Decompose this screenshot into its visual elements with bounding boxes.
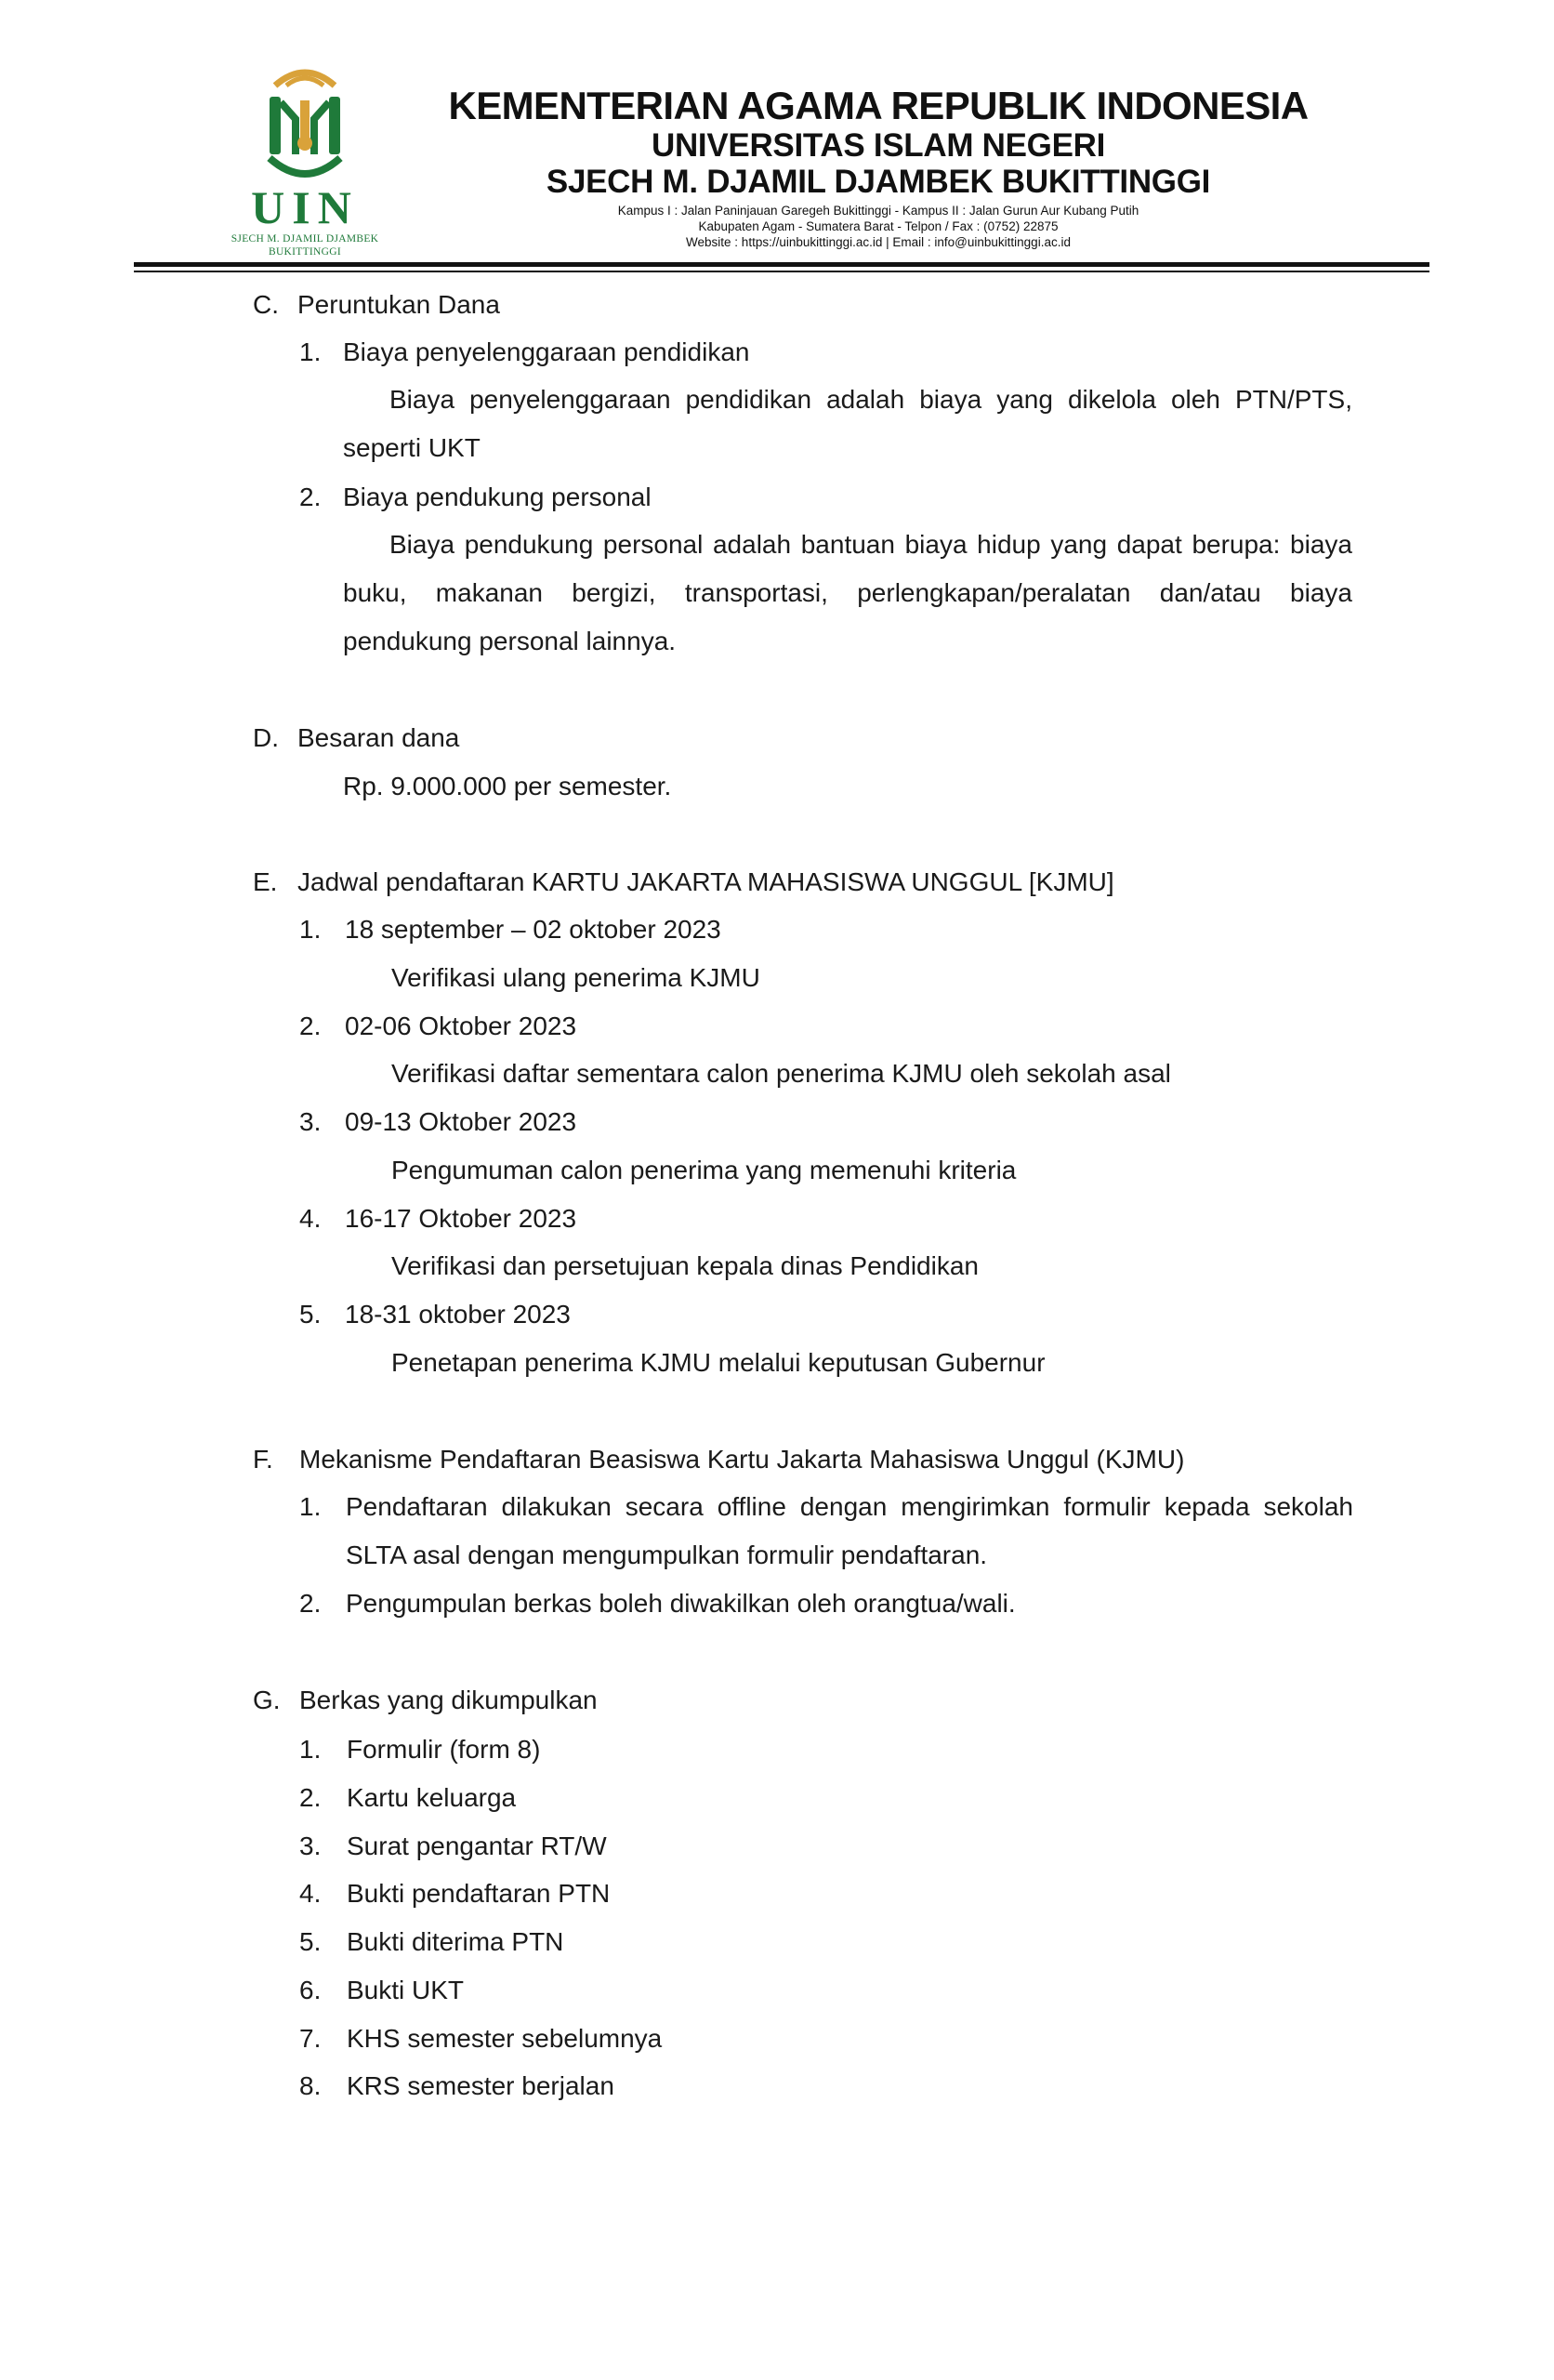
paragraph: Biaya penyelenggaraan pendidikan adalah biaya yang dikelola oleh PTN/PTS, seperti UKT <box>343 385 1352 462</box>
section-d-title: Besaran dana <box>297 723 460 752</box>
list-item: Kartu keluarga <box>347 1783 517 1812</box>
list-number: 1. <box>299 915 322 944</box>
list-number: 4. <box>299 1204 322 1233</box>
university-name: UNIVERSITAS ISLAM NEGERI <box>651 127 1106 164</box>
schedule-activity: Verifikasi daftar sementara calon penerima KJMU oleh sekolah asal <box>391 1059 1171 1088</box>
schedule-date: 16-17 Oktober 2023 <box>345 1204 577 1233</box>
schedule-date: 18-31 oktober 2023 <box>345 1300 571 1329</box>
list-number: 4. <box>299 1879 322 1908</box>
address-line-1: Kampus I : Jalan Paninjauan Garegeh Bukittinggi - Kampus II : Jalan Gurun Aur Kubang Putih <box>617 204 1139 218</box>
schedule-date: 02-06 Oktober 2023 <box>345 1012 577 1040</box>
letterhead-divider <box>134 262 1429 267</box>
list-item-text: Pendaftaran dilakukan secara offline dengan mengirimkan formulir kepada sekolah SLTA asal dengan mengumpulkan formulir pendaftaran. <box>346 1492 1353 1569</box>
list-number: 3. <box>299 1831 322 1860</box>
list-number: 2. <box>299 483 322 511</box>
list-item: Bukti pendaftaran PTN <box>347 1879 611 1908</box>
schedule-date: 18 september – 02 oktober 2023 <box>345 915 721 944</box>
ministry-name: KEMENTERIAN AGAMA REPUBLIK INDONESIA <box>448 84 1309 127</box>
logo-subtitle: SJECH M. DJAMIL DJAMBEK BUKITTINGGI <box>230 233 379 258</box>
university-name-full: SJECH M. DJAMIL DJAMBEK BUKITTINGGI <box>546 164 1211 200</box>
section-c-title: Peruntukan Dana <box>297 290 500 319</box>
contact-line: Website : https://uinbukittinggi.ac.id | Email : info@uinbukittinggi.ac.id <box>686 235 1071 249</box>
section-e-marker: E. <box>253 867 278 896</box>
list-item-title: Biaya penyelenggaraan pendidikan <box>343 337 750 366</box>
list-number: 5. <box>299 1300 322 1329</box>
schedule-activity: Verifikasi ulang penerima KJMU <box>391 963 760 992</box>
paragraph: Biaya pendukung personal adalah bantuan biaya hidup yang dapat berupa: biaya buku, makanan bergizi, transportasi, perlengkapan/peralatan dan/atau biaya pendukung personal lainnya. <box>343 530 1352 655</box>
list-number: 2. <box>299 1012 322 1040</box>
list-number: 1. <box>299 1492 322 1521</box>
list-number: 1. <box>299 1735 322 1764</box>
schedule-activity: Verifikasi dan persetujuan kepala dinas Pendidikan <box>391 1251 979 1280</box>
list-item: KRS semester berjalan <box>347 2071 614 2100</box>
university-logo <box>212 65 398 258</box>
uin-emblem-icon <box>257 65 353 188</box>
letterhead-divider-thin <box>134 271 1429 272</box>
logo-wordmark: UIN <box>251 181 359 233</box>
section-c-marker: C. <box>253 290 279 319</box>
list-item: Bukti UKT <box>347 1976 465 2004</box>
list-item: Bukti diterima PTN <box>347 1927 564 1956</box>
list-item-title: Biaya pendukung personal <box>343 483 652 511</box>
section-f-marker: F. <box>253 1445 273 1474</box>
letterhead-text <box>409 84 1348 250</box>
list-item: KHS semester sebelumnya <box>347 2024 663 2053</box>
schedule-activity: Pengumuman calon penerima yang memenuhi kriteria <box>391 1156 1017 1184</box>
section-f-title: Mekanisme Pendaftaran Beasiswa Kartu Jakarta Mahasiswa Unggul (KJMU) <box>299 1445 1185 1474</box>
fund-amount: Rp. 9.000.000 per semester. <box>343 772 672 800</box>
list-number: 7. <box>299 2024 322 2053</box>
address-line-2: Kabupaten Agam - Sumatera Barat - Telpon / Fax : (0752) 22875 <box>698 219 1059 233</box>
section-g-marker: G. <box>253 1686 281 1714</box>
list-number: 1. <box>299 337 322 366</box>
list-number: 6. <box>299 1976 322 2004</box>
list-number: 8. <box>299 2071 322 2100</box>
section-g-title: Berkas yang dikumpulkan <box>299 1686 598 1714</box>
list-item: Formulir (form 8) <box>347 1735 541 1764</box>
list-number: 3. <box>299 1107 322 1136</box>
list-number: 5. <box>299 1927 322 1956</box>
section-e-title: Jadwal pendaftaran KARTU JAKARTA MAHASISWA UNGGUL [KJMU] <box>297 867 1114 896</box>
section-d-marker: D. <box>253 723 279 752</box>
list-item: Surat pengantar RT/W <box>347 1831 607 1860</box>
list-item-text: Pengumpulan berkas boleh diwakilkan oleh orangtua/wali. <box>346 1589 1016 1618</box>
list-number: 2. <box>299 1783 322 1812</box>
list-number: 2. <box>299 1589 322 1618</box>
schedule-date: 09-13 Oktober 2023 <box>345 1107 577 1136</box>
schedule-activity: Penetapan penerima KJMU melalui keputusan Gubernur <box>391 1348 1046 1377</box>
